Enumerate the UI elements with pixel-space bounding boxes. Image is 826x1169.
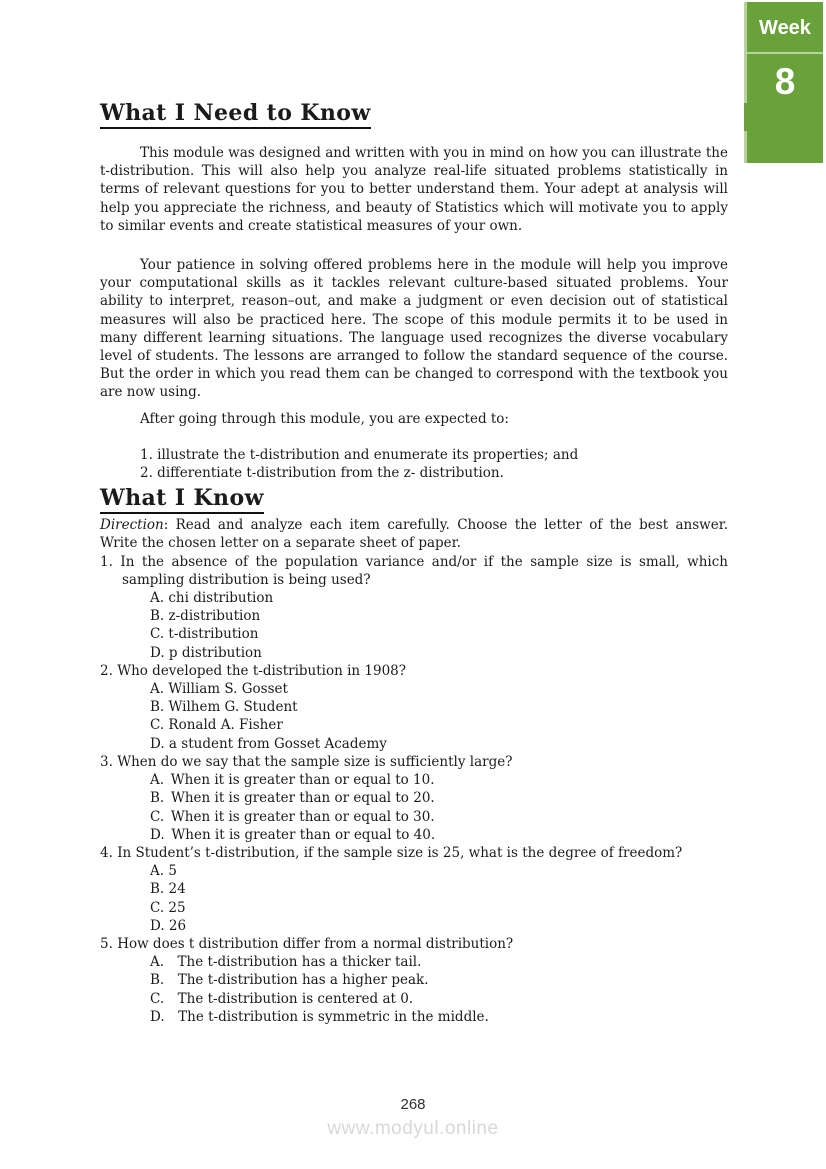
question-4-options: [150, 862, 728, 935]
question-number: 5.: [100, 935, 113, 952]
objective-item: 1. illustrate the t-distribution and enumerate its properties; and: [140, 446, 579, 463]
option: B. z-distribution: [150, 608, 261, 625]
option: D. The t-distribution is symmetric in the middle.: [150, 1008, 489, 1025]
week-ribbon-body: [747, 2, 823, 163]
expectation-intro: After going through this module, you are expected to:: [140, 410, 509, 427]
question-5: [100, 935, 728, 953]
week-ribbon: [744, 2, 823, 163]
option: B. When it is greater than or equal to 20.: [150, 790, 435, 807]
question-4: [100, 844, 728, 862]
direction-rest: : Read and analyze each item carefully. Choose the letter of the best answer. Write the chosen letter on a separate sheet of paper.: [100, 517, 728, 552]
question-1: [100, 553, 728, 589]
option: D. p distribution: [150, 644, 262, 661]
option: D. 26: [150, 917, 187, 934]
watermark: www.modyul.online: [327, 1118, 499, 1139]
option: D. When it is greater than or equal to 40.: [150, 826, 436, 843]
question-text: In Student’s t-distribution, if the sample size is 25, what is the degree of freedom?: [117, 844, 683, 861]
option: B. The t-distribution has a higher peak.: [150, 972, 429, 989]
question-1-options: [150, 589, 728, 662]
week-label: Week: [747, 2, 823, 54]
question-text: How does t distribution differ from a normal distribution?: [117, 935, 514, 952]
week-ribbon-notch: [744, 103, 747, 131]
direction-label: Direction: [100, 517, 164, 534]
question-text: In the absence of the population variance and/or if the sample size is small, which sampling distribution is being used?: [120, 553, 728, 588]
question-number: 4.: [100, 844, 113, 861]
intro-paragraph-1: This module was designed and written with you in mind on how you can illustrate the t-distribution. This will also help you analyze real-life situated problems statistically in terms of relevant questions for you to better understand them. Your adept at analysis will help you appreciate the richness, and beauty of Statistics which will motivate you to apply to similar events and create statistical measures of your own.: [100, 145, 728, 234]
question-2: [100, 662, 728, 680]
direction-text: [100, 516, 728, 552]
section-heading-what-i-need-to-know: What I Need to Know: [100, 100, 371, 129]
option: C. t-distribution: [150, 626, 259, 643]
week-number: 8: [774, 61, 796, 102]
page-content: [100, 0, 728, 1026]
question-2-options: [150, 680, 728, 753]
question-3: [100, 753, 728, 771]
option: A. 5: [150, 863, 177, 880]
question-text: Who developed the t-distribution in 1908?: [117, 662, 406, 679]
question-number: 2.: [100, 662, 113, 679]
option: D. a student from Gosset Academy: [150, 735, 387, 752]
question-text: When do we say that the sample size is sufficiently large?: [117, 753, 513, 770]
question-number: 3.: [100, 753, 113, 770]
objective-item: 2. differentiate t-distribution from the z- distribution.: [140, 465, 504, 482]
option: A. When it is greater than or equal to 10.: [150, 772, 435, 789]
option: A. The t-distribution has a thicker tail.: [150, 954, 422, 971]
option: C. When it is greater than or equal to 30.: [150, 808, 435, 825]
option: C. Ronald A. Fisher: [150, 717, 283, 734]
option: A. chi distribution: [150, 590, 274, 607]
question-3-options: [150, 771, 728, 844]
option: C. 25: [150, 899, 186, 916]
section-heading-what-i-know: What I Know: [100, 485, 264, 514]
intro-paragraph-2: Your patience in solving offered problems here in the module will help you improve your computational skills as it tackles relevant culture-based situated problems. Your ability to interpret, reason–out, and make a judgment or even decision out of statistical measures will also be practiced here. The scope of this module permits it to be used in many different learning situations. The language used recognizes the diverse vocabulary level of students. The lessons are arranged to follow the standard sequence of the course. But the order in which you read them can be changed to correspond with the textbook you are now using.: [100, 257, 728, 401]
option: B. Wilhem G. Student: [150, 699, 298, 716]
option: A. William S. Gosset: [150, 681, 288, 698]
option: B. 24: [150, 881, 186, 898]
objectives-list: [140, 446, 728, 482]
question-5-options: [150, 953, 728, 1026]
option: C. The t-distribution is centered at 0.: [150, 990, 414, 1007]
question-number: 1.: [100, 553, 113, 570]
page-number: 268: [400, 1096, 426, 1113]
